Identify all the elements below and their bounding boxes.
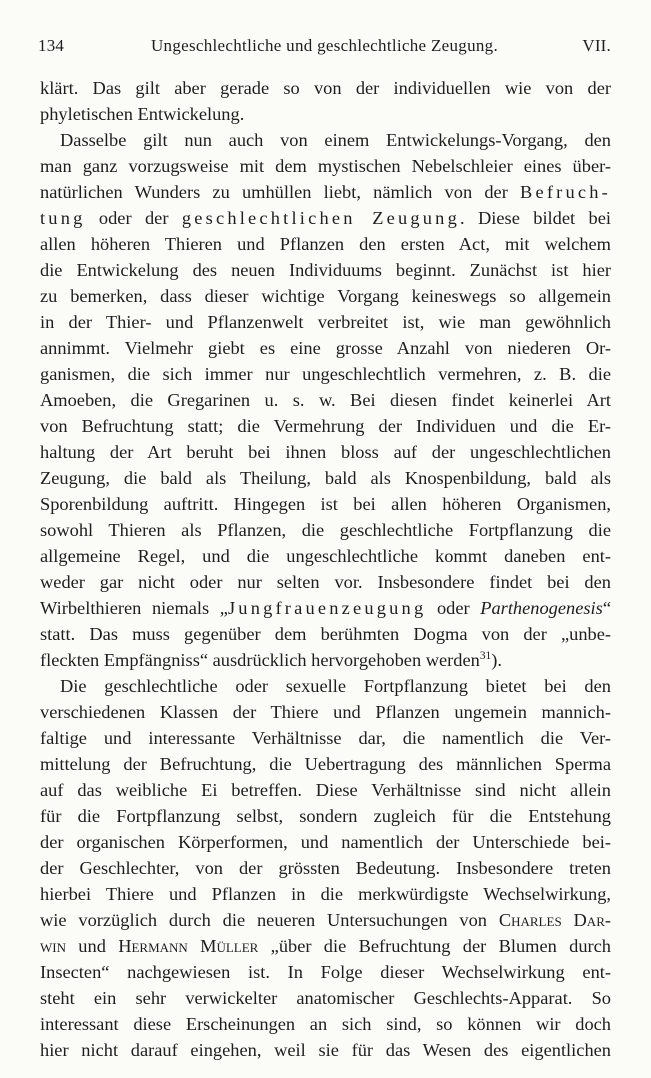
text-line (40, 985, 611, 1011)
text-line (40, 153, 611, 179)
text-line (40, 803, 611, 829)
text-line (40, 257, 611, 283)
text-line (40, 959, 611, 985)
text-segment: geschlechtlichen Zeugung (181, 208, 460, 228)
text-line (40, 621, 611, 647)
text-segment: . Diese bildet bei (459, 208, 611, 228)
text-segment: hierbei Thiere und Pflanzen in die merkwürdigste Wechselwirkung, (40, 884, 611, 904)
text-segment: Hermann Müller (118, 936, 259, 956)
text-segment: hier nicht darauf eingehen, weil sie für das Wesen des eigentlichen (40, 1040, 611, 1060)
text-line (40, 283, 611, 309)
text-line (40, 907, 611, 933)
text-segment: zu bemerken, dass dieser wichtige Vorgang keineswegs so allgemein (40, 286, 611, 306)
text-line (40, 75, 611, 101)
text-segment: steht ein sehr verwickelter anatomischer Geschlechts-Apparat. So (40, 988, 611, 1008)
text-segment: allen höheren Thieren und Pflanzen den ersten Act, mit welchem (40, 234, 611, 254)
text-line (40, 751, 611, 777)
text-segment: natürlichen Wunders zu umhüllen liebt, nämlich von der (40, 182, 521, 202)
text-segment: statt. Das muss gegenüber dem berühmten Dogma von der „unbe- (40, 624, 611, 644)
text-segment: allgemeine Regel, und die ungeschlechtliche kommt daneben ent- (40, 546, 611, 566)
text-line (40, 127, 611, 153)
text-line (40, 309, 611, 335)
text-segment: Die geschlechtliche oder sexuelle Fortpflanzung bietet bei den (60, 676, 611, 696)
text-segment: “ (602, 598, 611, 618)
chapter-number: VII. (582, 36, 611, 55)
text-line (40, 881, 611, 907)
text-line (40, 361, 611, 387)
text-segment: Dasselbe gilt nun auch von einem Entwickelungs-Vorgang, den (60, 130, 611, 150)
text-segment: mittelung der Befruchtung, die Uebertragung des männlichen Sperma (40, 754, 611, 774)
text-line (40, 777, 611, 803)
text-segment: fleckten Empfängniss“ ausdrücklich hervorgehoben werden (40, 650, 480, 670)
text-segment: ). (491, 650, 502, 670)
text-segment: weder gar nicht oder nur selten vor. Insbesondere findet bei den (40, 572, 611, 592)
running-title: Ungeschlechtliche und geschlechtliche Zeugung. (150, 36, 499, 55)
running-header (38, 36, 611, 60)
text-line (40, 569, 611, 595)
text-segment: wie vorzüglich durch die neueren Untersuchungen von (40, 910, 499, 930)
text-line (40, 101, 611, 127)
text-segment: Sporenbildung auftritt. Hingegen ist bei allen höheren Organismen, (40, 494, 611, 514)
text-line (40, 179, 611, 205)
text-line (40, 1011, 611, 1037)
text-segment: 31 (479, 649, 492, 662)
text-segment: interessant diese Erscheinungen an sich sind, so können wir doch (40, 1014, 611, 1034)
text-line (40, 933, 611, 959)
text-line (40, 673, 611, 699)
text-segment: man ganz vorzugsweise mit dem mystischen Nebelschleier eines über- (40, 156, 611, 176)
text-segment: Insecten“ nachgewiesen ist. In Folge dieser Wechselwirkung ent- (40, 962, 611, 982)
body-text (40, 75, 611, 1063)
text-segment: von Befruchtung statt; die Vermehrung der Individuen und die Er- (40, 416, 611, 436)
text-line (40, 829, 611, 855)
text-segment: Charles Dar- (498, 910, 611, 930)
text-segment: ganismen, die sich immer nur ungeschlechtlich vermehren, z. B. die (40, 364, 611, 384)
text-segment: auf das weibliche Ei betreffen. Diese Verhältnisse sind nicht allein (40, 780, 611, 800)
text-segment: oder der (85, 208, 182, 228)
text-line (40, 413, 611, 439)
text-line (40, 647, 611, 673)
text-line (40, 387, 611, 413)
text-segment: sowohl Thieren als Pflanzen, die geschlechtliche Fortpflanzung die (40, 520, 611, 540)
text-line (40, 439, 611, 465)
text-line (40, 205, 611, 231)
text-line (40, 517, 611, 543)
text-segment: und (66, 936, 119, 956)
text-segment: „über die Befruchtung der Blumen durch (258, 936, 611, 956)
text-segment: haltung der Art beruht bei ihnen bloss auf der ungeschlechtlichen (40, 442, 611, 462)
text-line (40, 543, 611, 569)
text-line (40, 725, 611, 751)
text-line (40, 595, 611, 621)
text-segment: win (40, 936, 66, 956)
text-segment: Befruch- (520, 182, 611, 202)
text-line (40, 699, 611, 725)
text-segment: in der Thier- und Pflanzenwelt verbreitet ist, wie man gewöhnlich (40, 312, 611, 332)
text-segment: Jungfrauenzeugung (227, 598, 427, 618)
text-line (40, 491, 611, 517)
text-segment: Parthenogenesis (480, 598, 603, 618)
page-number: 134 (38, 36, 65, 55)
text-segment: Wirbelthieren niemals „ (40, 598, 228, 618)
text-segment: die Entwickelung des neuen Individuums beginnt. Zunächst ist hier (40, 260, 611, 280)
text-segment: verschiedenen Klassen der Thiere und Pflanzen ungemein mannich- (40, 702, 611, 722)
text-segment: faltige und interessante Verhältnisse dar, die namentlich die Ver- (40, 728, 611, 748)
text-segment: Amoeben, die Gregarinen u. s. w. Bei diesen findet keinerlei Art (40, 390, 611, 410)
text-segment: der Geschlechter, von der grössten Bedeutung. Insbesondere treten (40, 858, 611, 878)
text-segment: klärt. Das gilt aber gerade so von der individuellen wie von der (40, 78, 611, 98)
text-segment: tung (40, 208, 86, 228)
text-segment: der organischen Körperformen, und namentlich der Unterschiede bei- (40, 832, 611, 852)
text-line (40, 335, 611, 361)
text-line (40, 855, 611, 881)
text-segment: phyletischen Entwickelung. (40, 104, 245, 124)
text-segment: Zeugung, die bald als Theilung, bald als Knospenbildung, bald als (40, 468, 611, 488)
text-line (40, 231, 611, 257)
text-segment: für die Fortpflanzung selbst, sondern zugleich für die Entstehung (40, 806, 611, 826)
text-segment: oder (426, 598, 481, 618)
text-line (40, 1037, 611, 1063)
text-line (40, 465, 611, 491)
text-segment: annimmt. Vielmehr giebt es eine grosse Anzahl von niederen Or- (40, 338, 611, 358)
